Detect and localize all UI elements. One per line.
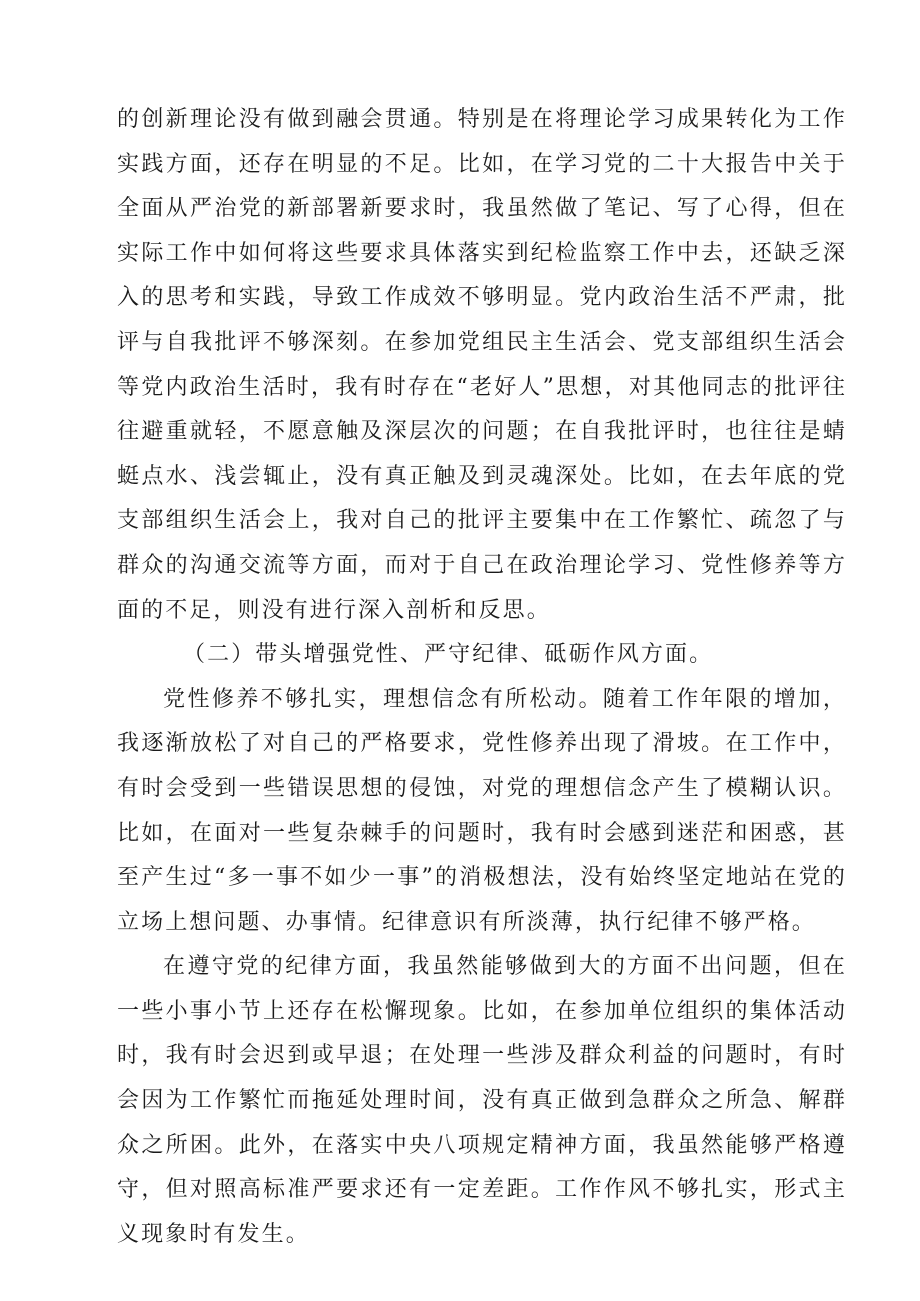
document-page	[117, 98, 847, 1257]
section-heading: （二）带头增强党性、严守纪律、砥砺作风方面。	[183, 642, 714, 668]
paragraph-continuation: 的创新理论没有做到融会贯通。特别是在将理论学习成果转化为工作实践方面，还存在明显的不足。比如，在学习党的二十大报告中关于全面从严治党的新部署新要求时，我虽然做了笔记、写了心得，但在实际工作中如何将这些要求具体落实到纪检监察工作中去，还缺乏深入的思考和实践，导致工作成效不够明显。党内政治生活不严肃，批评与自我批评不够深刻。在参加党组民主生活会、党支部组织生活会等党内政治生活时，我有时存在“老好人”思想，对其他同志的批评往往避重就轻，不愿意触及深层次的问题；在自我批评时，也往往是蜻蜓点水、浅尝辄止，没有真正触及到灵魂深处。比如，在去年底的党支部组织生活会上，我对自己的批评主要集中在工作繁忙、疏忽了与群众的沟通交流等方面，而对于自己在政治理论学习、党性修养等方面的不足，则没有进行深入剖析和反思。	[117, 107, 847, 623]
paragraph-discipline: 在遵守党的纪律方面，我虽然能够做到大的方面不出问题，但在一些小事小节上还存在松懈现象。比如，在参加单位组织的集体活动时，我有时会迟到或早退；在处理一些涉及群众利益的问题时，有时会因为工作繁忙而拖延处理时间，没有真正做到急群众之所急、解群众之所困。此外，在落实中央八项规定精神方面，我虽然能够严格遵守，但对照高标准严要求还有一定差距。工作作风不够扎实，形式主义现象时有发生。	[117, 954, 847, 1247]
paragraph-party-spirit: 党性修养不够扎实，理想信念有所松动。随着工作年限的增加，我逐渐放松了对自己的严格要求，党性修养出现了滑坡。在工作中，有时会受到一些错误思想的侵蚀，对党的理想信念产生了模糊认识。比如，在面对一些复杂棘手的问题时，我有时会感到迷茫和困惑，甚至产生过“多一事不如少一事”的消极想法，没有始终坚定地站在党的立场上想问题、办事情。纪律意识有所淡薄，执行纪律不够严格。	[117, 686, 847, 935]
